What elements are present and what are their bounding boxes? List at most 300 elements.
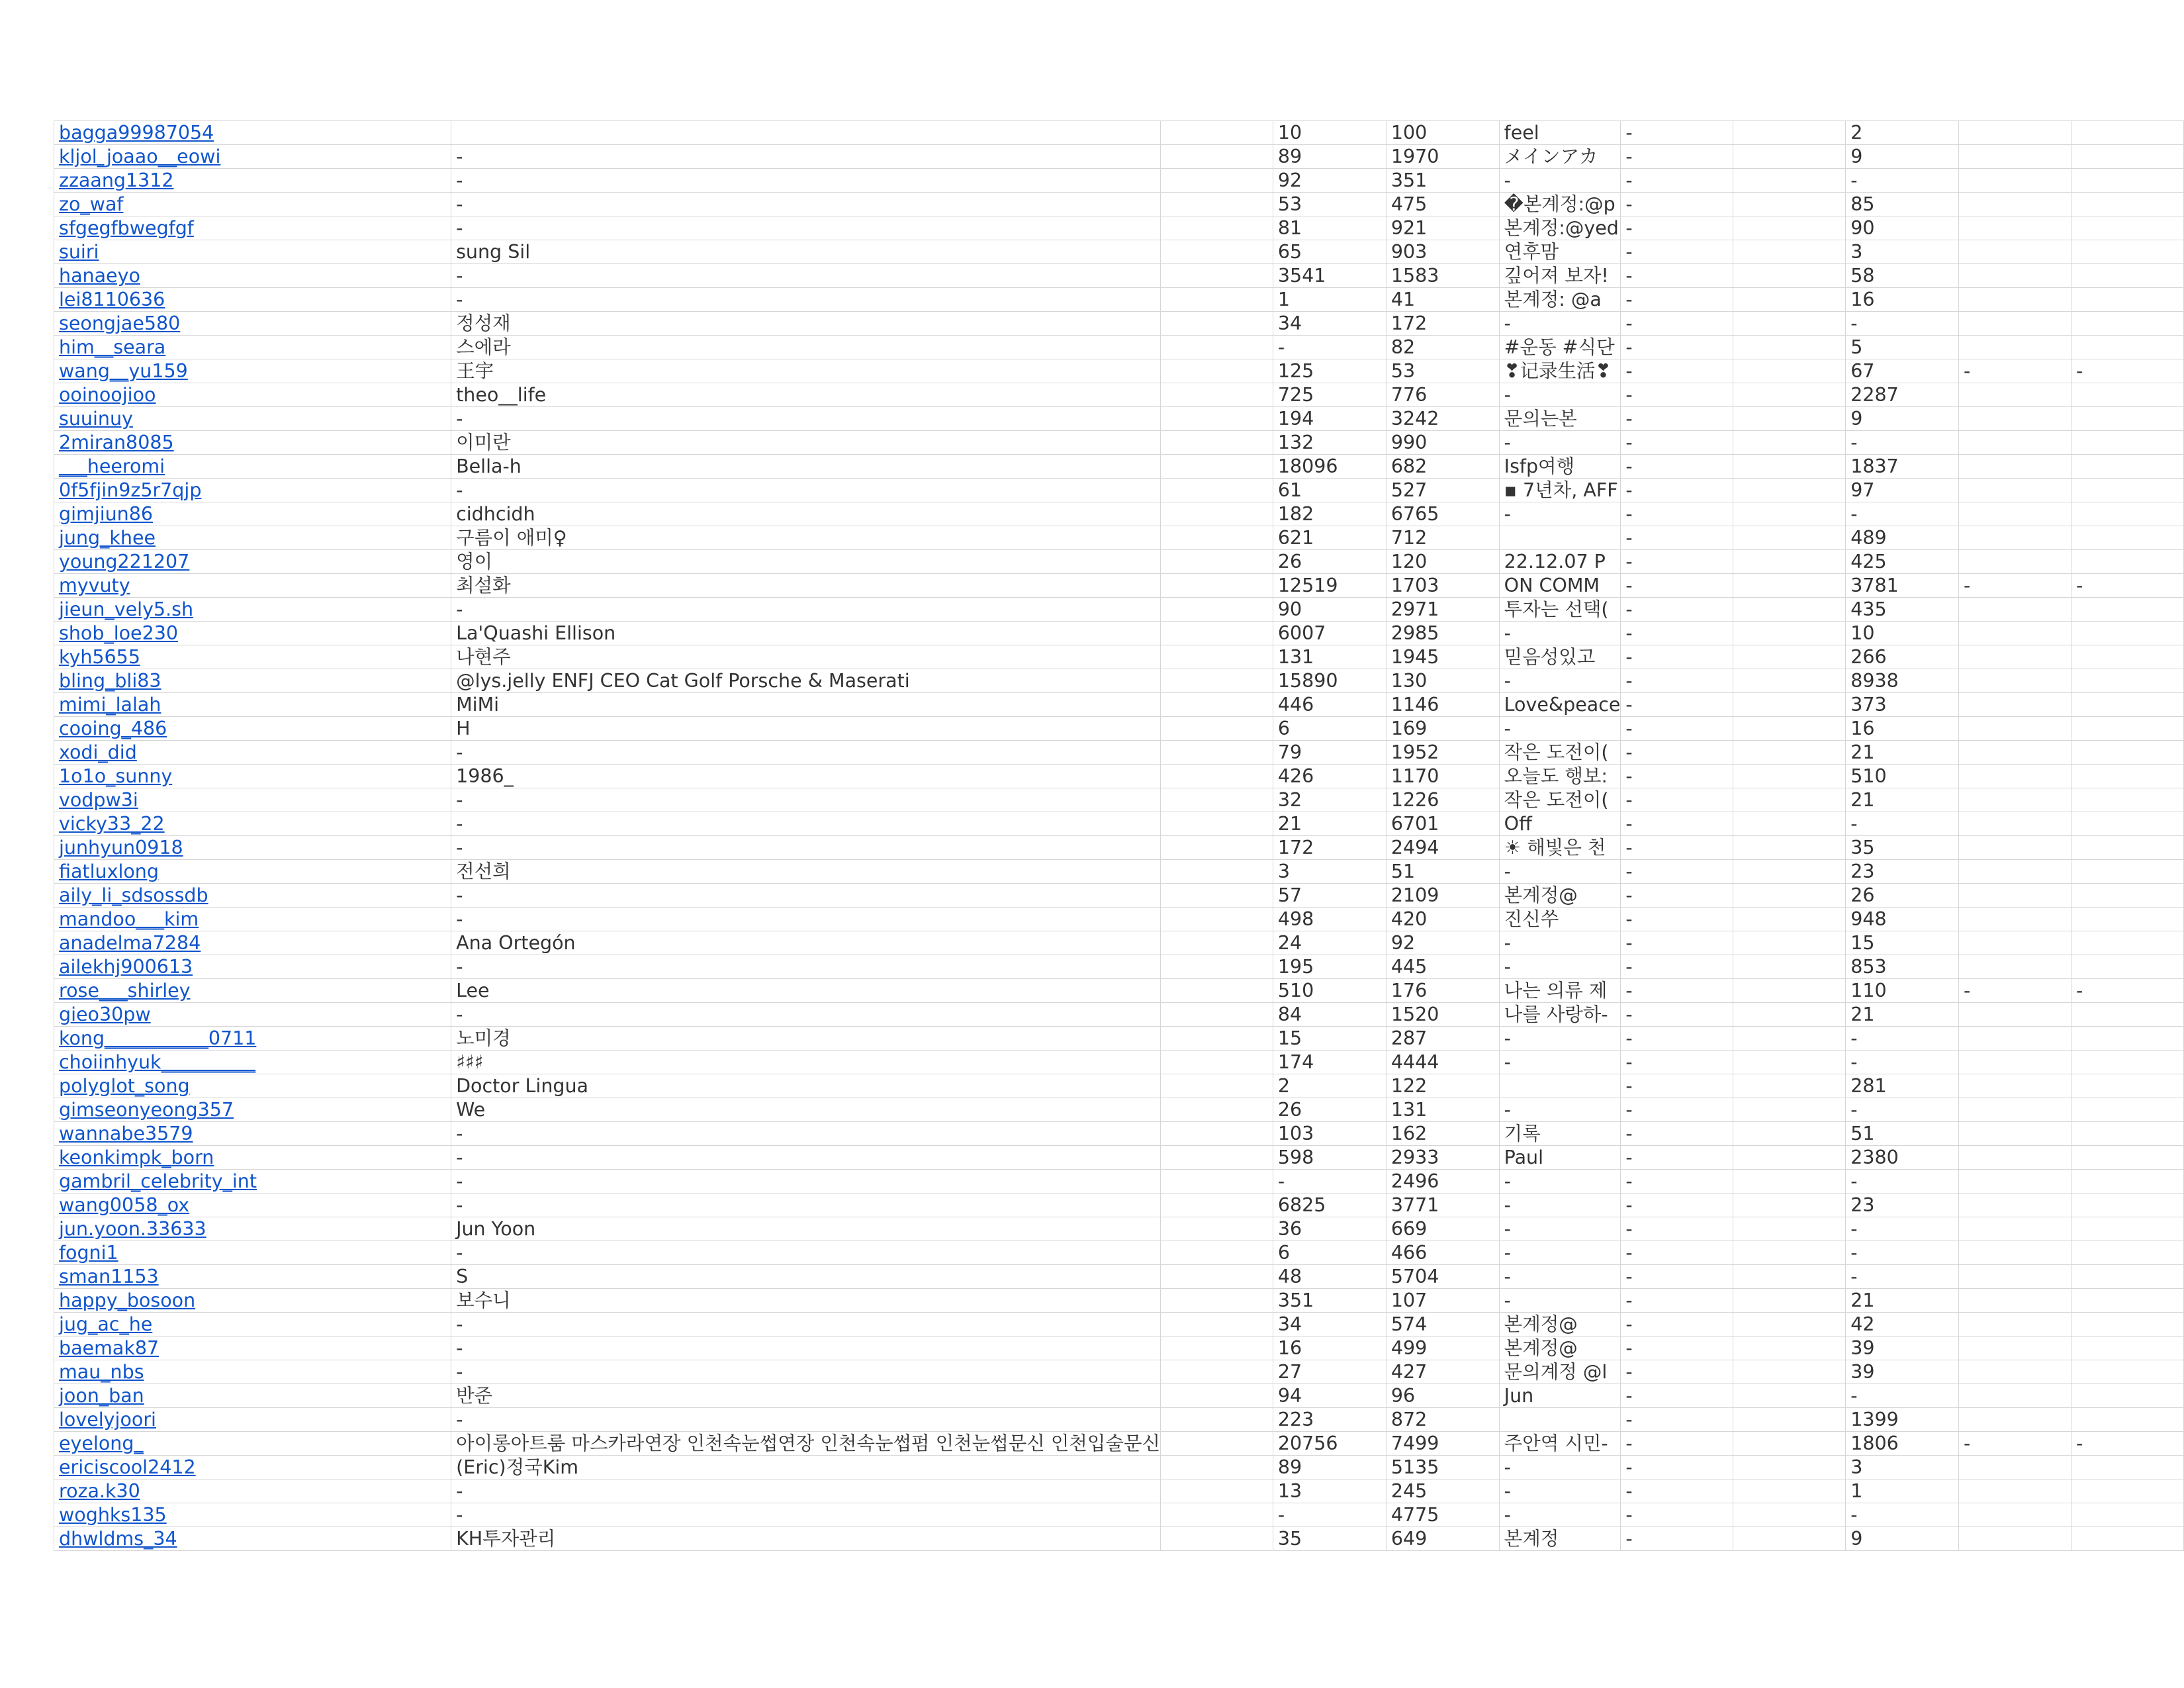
username-link[interactable]: suiri (59, 241, 99, 263)
table-cell: ☀ 해빛은 천 (1499, 836, 1621, 860)
username-link[interactable]: keonkimpk_born (59, 1147, 214, 1168)
table-cell (1733, 884, 1846, 908)
table-row (54, 1003, 2184, 1027)
table-cell: 3 (1846, 1456, 1959, 1479)
table-cell: - (1621, 1265, 1733, 1289)
username-link[interactable]: anadelma7284 (59, 932, 201, 954)
table-cell: 510 (1846, 765, 1959, 788)
table-cell: 435 (1846, 598, 1959, 622)
table-cell: - (451, 169, 1161, 193)
table-cell (1733, 407, 1846, 431)
table-cell (1733, 240, 1846, 264)
table-cell: - (1621, 1479, 1733, 1503)
table-cell: 853 (1846, 955, 1959, 979)
table-cell (1733, 1313, 1846, 1336)
table-row (54, 1170, 2184, 1194)
username-cell (54, 1098, 451, 1122)
table-cell: 문의계정 @l (1499, 1360, 1621, 1384)
table-cell: - (1621, 1146, 1733, 1170)
table-cell (1733, 383, 1846, 407)
table-row (54, 145, 2184, 169)
table-cell: 26 (1846, 884, 1959, 908)
table-cell (1161, 1074, 1273, 1098)
table-cell: - (1958, 574, 2071, 598)
table-cell: - (1621, 1360, 1733, 1384)
table-cell: 194 (1273, 407, 1386, 431)
table-cell (1161, 145, 1273, 169)
username-link[interactable]: jug_ac_he (59, 1313, 153, 1335)
table-cell (2071, 741, 2183, 765)
table-cell: 82 (1386, 336, 1499, 359)
table-row (54, 1074, 2184, 1098)
username-link[interactable]: lovelyjoori (59, 1409, 156, 1430)
table-cell (2071, 788, 2183, 812)
table-cell: 427 (1386, 1360, 1499, 1384)
username-link[interactable]: mandoo___kim (59, 908, 199, 930)
table-cell (1161, 598, 1273, 622)
table-cell (1161, 1027, 1273, 1051)
table-cell: 깊어져 보자! (1499, 264, 1621, 288)
username-link[interactable]: gimjiun86 (59, 503, 153, 525)
table-cell (1958, 383, 2071, 407)
table-cell (1958, 669, 2071, 693)
table-cell (1733, 288, 1846, 312)
username-link[interactable]: jun.yoon.33633 (59, 1218, 206, 1240)
table-cell: 872 (1386, 1408, 1499, 1432)
table-row (54, 479, 2184, 502)
table-cell: 5 (1846, 336, 1959, 359)
table-cell: 본계정: @a (1499, 288, 1621, 312)
table-cell (2071, 908, 2183, 931)
username-link[interactable]: gimseonyeong357 (59, 1099, 234, 1121)
username-link[interactable]: 0f5fjin9z5r7qjp (59, 479, 202, 501)
table-cell: - (1846, 1265, 1959, 1289)
table-cell: 7499 (1386, 1432, 1499, 1456)
table-cell: 5704 (1386, 1265, 1499, 1289)
username-link[interactable]: wang__yu159 (59, 360, 188, 382)
table-cell (1161, 1408, 1273, 1432)
username-link[interactable]: baemak87 (59, 1337, 159, 1359)
username-link[interactable]: ooinoojioo (59, 384, 156, 406)
table-cell: - (451, 1194, 1161, 1217)
username-link[interactable]: zzaang1312 (59, 169, 174, 191)
table-cell: 182 (1273, 502, 1386, 526)
table-cell: 21 (1846, 1003, 1959, 1027)
table-cell: 보수니 (451, 1289, 1161, 1313)
table-cell (2071, 931, 2183, 955)
username-link[interactable]: myvuty (59, 575, 130, 596)
username-cell (54, 1313, 451, 1336)
table-cell: - (1846, 1170, 1959, 1194)
table-cell: KH투자관리 (451, 1527, 1161, 1551)
table-cell (1958, 216, 2071, 240)
username-cell (54, 193, 451, 216)
table-cell (1733, 979, 1846, 1003)
table-cell (1958, 1384, 2071, 1408)
table-cell: 1 (1846, 1479, 1959, 1503)
table-cell: 79 (1273, 741, 1386, 765)
table-cell: 영이 (451, 550, 1161, 574)
table-cell: - (451, 216, 1161, 240)
table-cell (1161, 908, 1273, 931)
table-cell: We (451, 1098, 1161, 1122)
username-cell (54, 1479, 451, 1503)
table-cell: 81 (1273, 216, 1386, 240)
username-link[interactable]: him__seara (59, 336, 166, 358)
username-link[interactable]: vodpw3i (59, 789, 138, 811)
table-cell: - (451, 1408, 1161, 1432)
table-cell: 구름이 애미♀ (451, 526, 1161, 550)
table-cell (2071, 1289, 2183, 1313)
table-cell: 1952 (1386, 741, 1499, 765)
username-link[interactable]: young221207 (59, 551, 190, 573)
table-cell: - (2071, 1432, 2183, 1456)
username-link[interactable]: bling_bli83 (59, 670, 161, 692)
username-cell (54, 1003, 451, 1027)
table-cell (1161, 431, 1273, 455)
table-cell: - (1621, 550, 1733, 574)
table-cell (1161, 1217, 1273, 1241)
username-link[interactable]: joon_ban (59, 1385, 144, 1407)
table-cell: 8938 (1846, 669, 1959, 693)
table-cell (1958, 955, 2071, 979)
table-cell (1733, 1051, 1846, 1074)
username-link[interactable]: mimi_lalah (59, 694, 161, 716)
username-link[interactable]: bagga99987054 (59, 122, 214, 144)
username-link[interactable]: wang0058_ox (59, 1194, 190, 1216)
username-link[interactable]: suuinuy (59, 408, 133, 430)
table-cell: 최설화 (451, 574, 1161, 598)
table-cell (1958, 502, 2071, 526)
username-link[interactable]: ailekhj900613 (59, 956, 193, 978)
username-cell (54, 669, 451, 693)
username-cell (54, 121, 451, 145)
table-cell: - (1846, 431, 1959, 455)
table-cell (1733, 1503, 1846, 1527)
table-cell (1161, 931, 1273, 955)
table-cell (1161, 455, 1273, 479)
username-link[interactable]: wannabe3579 (59, 1123, 193, 1145)
table-cell: 12519 (1273, 574, 1386, 598)
table-cell: - (1499, 955, 1621, 979)
table-cell (1161, 288, 1273, 312)
table-cell: Doctor Lingua (451, 1074, 1161, 1098)
username-link[interactable]: aily_li_sdsossdb (59, 884, 208, 906)
username-link[interactable]: ___heeromi (59, 455, 165, 477)
username-link[interactable]: eyelong_ (59, 1432, 144, 1454)
table-cell (1958, 741, 2071, 765)
table-cell (1958, 145, 2071, 169)
table-cell: - (451, 264, 1161, 288)
username-link[interactable]: roza.k30 (59, 1480, 140, 1502)
table-cell: 103 (1273, 1122, 1386, 1146)
table-cell: 96 (1386, 1384, 1499, 1408)
table-cell: 97 (1846, 479, 1959, 502)
table-cell (1958, 1051, 2071, 1074)
table-cell: 10 (1846, 622, 1959, 645)
table-cell: - (1621, 431, 1733, 455)
table-cell (1958, 1265, 2071, 1289)
username-link[interactable]: xodi_did (59, 741, 137, 763)
table-row (54, 312, 2184, 336)
table-cell: - (451, 836, 1161, 860)
table-cell: 3781 (1846, 574, 1959, 598)
table-cell (2071, 1360, 2183, 1384)
table-cell (2071, 240, 2183, 264)
table-cell (1161, 1241, 1273, 1265)
table-cell: (Eric)정국Kim (451, 1456, 1161, 1479)
table-cell (1958, 1313, 2071, 1336)
username-link[interactable]: woghks135 (59, 1504, 167, 1526)
username-link[interactable]: choiinhyuk__________ (59, 1051, 256, 1073)
table-cell: 투자는 선택( (1499, 598, 1621, 622)
table-cell: 스에라 (451, 336, 1161, 359)
table-row (54, 1527, 2184, 1551)
table-cell (2071, 1122, 2183, 1146)
table-cell (1958, 121, 2071, 145)
username-cell (54, 1527, 451, 1551)
username-link[interactable]: sfgegfbwegfgf (59, 217, 194, 239)
username-cell (54, 693, 451, 717)
table-row (54, 622, 2184, 645)
username-cell (54, 383, 451, 407)
username-link[interactable]: gambril_celebrity_int (59, 1170, 257, 1192)
table-cell: - (1621, 336, 1733, 359)
table-cell (2071, 812, 2183, 836)
table-cell (1958, 1456, 2071, 1479)
username-link[interactable]: 1o1o_sunny (59, 765, 173, 787)
table-cell (2071, 884, 2183, 908)
table-cell (1958, 788, 2071, 812)
table-cell: 32 (1273, 788, 1386, 812)
table-cell: 진신쑤 (1499, 908, 1621, 931)
table-cell: 245 (1386, 1479, 1499, 1503)
username-cell (54, 1384, 451, 1408)
table-cell: 6 (1273, 717, 1386, 741)
table-cell: 20756 (1273, 1432, 1386, 1456)
table-cell: - (451, 788, 1161, 812)
username-link[interactable]: fogni1 (59, 1242, 118, 1264)
table-cell (1161, 1384, 1273, 1408)
table-cell (1733, 1527, 1846, 1551)
table-cell: 노미경 (451, 1027, 1161, 1051)
table-cell: - (1958, 359, 2071, 383)
table-cell: 1703 (1386, 574, 1499, 598)
table-cell (1733, 502, 1846, 526)
table-cell (1161, 216, 1273, 240)
username-link[interactable]: rose___shirley (59, 980, 191, 1002)
table-cell: 3771 (1386, 1194, 1499, 1217)
table-cell: - (451, 1503, 1161, 1527)
table-row (54, 884, 2184, 908)
username-link[interactable]: ericiscool2412 (59, 1456, 196, 1478)
table-cell: - (1621, 216, 1733, 240)
table-row (54, 812, 2184, 836)
table-cell: 94 (1273, 1384, 1386, 1408)
table-cell: 아이롱아트룸 마스카라연장 인천속눈썹연장 인천속눈썹펌 인천눈썹문신 인천입술문신 (451, 1432, 1161, 1456)
table-cell: 89 (1273, 145, 1386, 169)
table-cell (1733, 336, 1846, 359)
username-cell (54, 1456, 451, 1479)
table-cell (1161, 1313, 1273, 1336)
table-cell: - (1621, 121, 1733, 145)
table-cell: 16 (1846, 288, 1959, 312)
table-cell: 6701 (1386, 812, 1499, 836)
table-cell (1958, 1146, 2071, 1170)
table-cell (1161, 979, 1273, 1003)
table-cell (1733, 264, 1846, 288)
table-cell: - (1621, 1027, 1733, 1051)
table-cell (1161, 860, 1273, 884)
username-link[interactable]: happy_bosoon (59, 1289, 196, 1311)
table-cell: - (451, 741, 1161, 765)
table-cell (1161, 836, 1273, 860)
table-cell (1161, 1432, 1273, 1456)
table-row (54, 693, 2184, 717)
table-cell: 287 (1386, 1027, 1499, 1051)
username-link[interactable]: kljol_joaao__eowi (59, 146, 221, 167)
table-cell: - (1621, 908, 1733, 931)
table-cell (1733, 1384, 1846, 1408)
table-cell: 2494 (1386, 836, 1499, 860)
username-link[interactable]: jieun_vely5.sh (59, 598, 194, 620)
table-cell: 2 (1273, 1074, 1386, 1098)
table-cell: 510 (1273, 979, 1386, 1003)
username-link[interactable]: fiatluxlong (59, 861, 159, 882)
username-link[interactable]: kyh5655 (59, 646, 140, 668)
table-cell: 425 (1846, 550, 1959, 574)
table-cell (2071, 431, 2183, 455)
table-cell (2071, 1074, 2183, 1098)
table-cell: 3242 (1386, 407, 1499, 431)
table-cell: - (1621, 645, 1733, 669)
username-cell (54, 1241, 451, 1265)
table-cell (1161, 359, 1273, 383)
table-cell: 2933 (1386, 1146, 1499, 1170)
username-link[interactable]: mau_nbs (59, 1361, 144, 1383)
username-link[interactable]: junhyun0918 (59, 837, 183, 859)
table-cell: 2287 (1846, 383, 1959, 407)
username-link[interactable]: shob_loe230 (59, 622, 178, 644)
table-cell (2071, 336, 2183, 359)
table-cell: - (1273, 336, 1386, 359)
table-cell: 본계정@ (1499, 1313, 1621, 1336)
username-link[interactable]: dhwldms_34 (59, 1528, 177, 1550)
table-cell: - (451, 1122, 1161, 1146)
table-cell: - (451, 908, 1161, 931)
username-cell (54, 359, 451, 383)
table-cell: 1520 (1386, 1003, 1499, 1027)
table-cell: - (1499, 383, 1621, 407)
table-cell: 621 (1273, 526, 1386, 550)
table-cell: - (1621, 574, 1733, 598)
table-cell (1733, 431, 1846, 455)
table-cell: 903 (1386, 240, 1499, 264)
table-cell: 주안역 시민- (1499, 1432, 1621, 1456)
table-cell (2071, 312, 2183, 336)
username-link[interactable]: 2miran8085 (59, 432, 174, 453)
table-cell (2071, 645, 2183, 669)
table-cell (2071, 1503, 2183, 1527)
table-cell: 475 (1386, 193, 1499, 216)
table-cell: 172 (1273, 836, 1386, 860)
username-cell (54, 288, 451, 312)
username-cell (54, 788, 451, 812)
username-link[interactable]: cooing_486 (59, 718, 167, 739)
table-cell: - (451, 598, 1161, 622)
username-link[interactable]: kong___________0711 (59, 1027, 257, 1049)
table-cell: 107 (1386, 1289, 1499, 1313)
table-row (54, 1336, 2184, 1360)
table-row (54, 1360, 2184, 1384)
table-cell: 기록 (1499, 1122, 1621, 1146)
table-cell: S (451, 1265, 1161, 1289)
table-cell: 나를 사랑하- (1499, 1003, 1621, 1027)
table-cell: 499 (1386, 1336, 1499, 1360)
table-cell: 1170 (1386, 765, 1499, 788)
table-cell: - (1621, 1527, 1733, 1551)
table-cell: 9 (1846, 407, 1959, 431)
table-row (54, 526, 2184, 550)
table-cell: 195 (1273, 955, 1386, 979)
username-link[interactable]: sman1153 (59, 1266, 159, 1288)
table-cell: 전선희 (451, 860, 1161, 884)
table-cell: 776 (1386, 383, 1499, 407)
table-cell (1958, 336, 2071, 359)
table-cell (1958, 1217, 2071, 1241)
table-row (54, 121, 2184, 145)
table-cell (1733, 1241, 1846, 1265)
table-cell: 13 (1273, 1479, 1386, 1503)
table-cell: Love&peace (1499, 693, 1621, 717)
table-cell: 23 (1846, 860, 1959, 884)
username-link[interactable]: jung_khee (59, 527, 156, 549)
table-cell: 58 (1846, 264, 1959, 288)
table-cell (1958, 693, 2071, 717)
table-cell: - (1499, 1503, 1621, 1527)
table-cell: 6 (1273, 1241, 1386, 1265)
table-cell: �본계정:@p (1499, 193, 1621, 216)
table-cell (1733, 1479, 1846, 1503)
table-cell: 1146 (1386, 693, 1499, 717)
table-cell (1161, 1289, 1273, 1313)
table-cell: 89 (1273, 1456, 1386, 1479)
username-link[interactable]: hanaeyo (59, 265, 140, 287)
table-cell (1499, 526, 1621, 550)
table-cell: - (451, 1146, 1161, 1170)
username-cell (54, 1074, 451, 1098)
table-cell (1958, 645, 2071, 669)
username-link[interactable]: polyglot_song (59, 1075, 190, 1097)
username-link[interactable]: vicky33_22 (59, 813, 165, 835)
table-cell (1958, 288, 2071, 312)
username-link[interactable]: lei8110636 (59, 289, 165, 310)
table-cell: 21 (1846, 1289, 1959, 1313)
table-cell: 42 (1846, 1313, 1959, 1336)
table-cell (1161, 622, 1273, 645)
username-cell (54, 1027, 451, 1051)
table-cell: 3 (1846, 240, 1959, 264)
table-cell (1161, 955, 1273, 979)
username-link[interactable]: seongjae580 (59, 312, 181, 334)
username-link[interactable]: gieo30pw (59, 1004, 151, 1025)
table-cell: sung Sil (451, 240, 1161, 264)
table-cell: 34 (1273, 1313, 1386, 1336)
table-cell: - (1499, 931, 1621, 955)
username-link[interactable]: zo_waf (59, 193, 124, 215)
table-cell (1958, 1336, 2071, 1360)
table-cell: - (1621, 788, 1733, 812)
